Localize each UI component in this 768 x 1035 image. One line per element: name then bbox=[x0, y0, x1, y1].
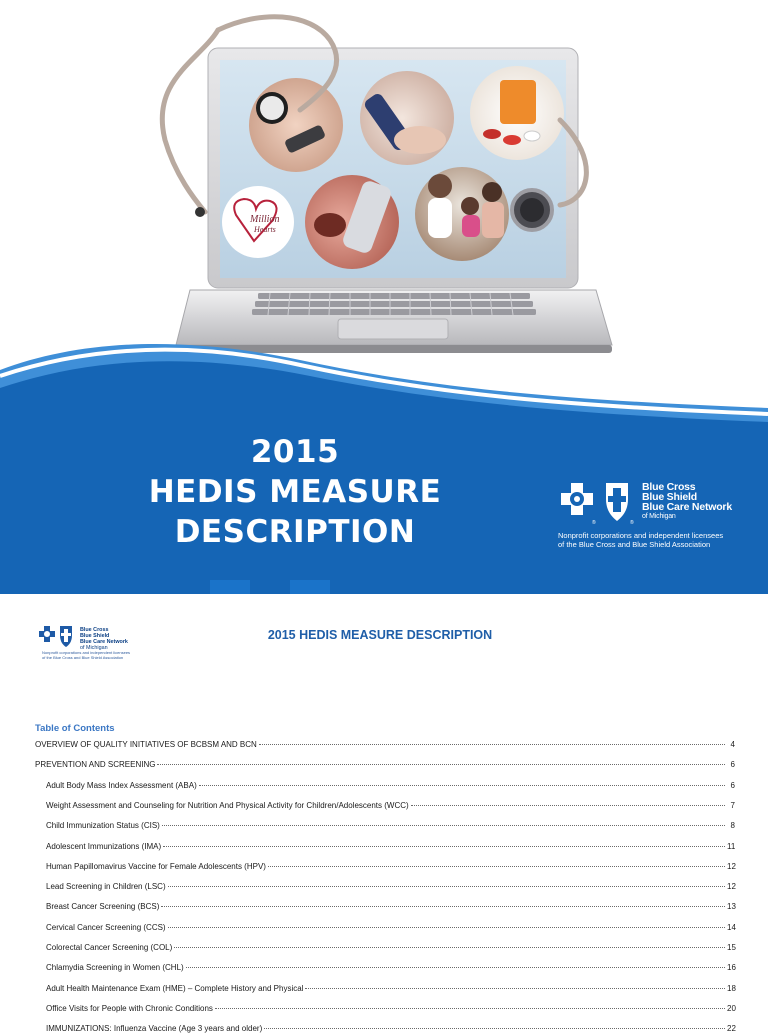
toc-entry-title: Adult Body Mass Index Assessment (ABA) bbox=[46, 780, 197, 790]
toc-heading: Table of Contents bbox=[35, 723, 115, 734]
toc-dot-leader bbox=[162, 825, 725, 826]
toc-dot-leader bbox=[163, 846, 725, 847]
glucose-test-tile bbox=[360, 71, 454, 165]
svg-text:®: ® bbox=[592, 520, 596, 526]
toc-entry[interactable] bbox=[35, 881, 735, 893]
toc-entry-page: 18 bbox=[727, 983, 736, 993]
toc-entry-page: 6 bbox=[730, 760, 735, 770]
logo-name-3: Blue Care Network bbox=[80, 639, 128, 645]
medication-tile bbox=[470, 66, 564, 160]
toc-dot-leader bbox=[264, 1028, 725, 1029]
pediatric-exam-tile bbox=[415, 167, 509, 261]
toc-entry[interactable] bbox=[35, 922, 735, 934]
toc-entry-page: 15 bbox=[727, 943, 736, 952]
toc-entry-title: IMMUNIZATIONS: Influenza Vaccine (Age 3 years and older) bbox=[46, 1024, 263, 1034]
toc-dot-leader bbox=[199, 785, 725, 786]
svg-text:®: ® bbox=[630, 520, 634, 526]
toc-entry-title: Chlamydia Screening in Women (CHL) bbox=[46, 963, 184, 973]
toc-dot-leader bbox=[168, 886, 725, 887]
toc-dot-leader bbox=[411, 805, 725, 806]
toc-entry-title: Child Immunization Status (CIS) bbox=[46, 821, 160, 831]
toc-entry[interactable] bbox=[35, 942, 735, 954]
toc-dot-leader bbox=[215, 1008, 725, 1009]
toc-entry-title: OVERVIEW OF QUALITY INITIATIVES OF BCBSM AND BCN bbox=[35, 740, 257, 749]
toc-entry[interactable] bbox=[35, 901, 735, 913]
toc-page bbox=[0, 594, 768, 1034]
toc-entry-page: 14 bbox=[727, 922, 736, 932]
toc-entry-title: Office Visits for People with Chronic Conditions bbox=[46, 1003, 213, 1013]
brand-sub: of Michigan bbox=[642, 513, 676, 520]
brand-name-3: Blue Care Network bbox=[642, 501, 732, 513]
toc-dot-leader bbox=[305, 988, 725, 989]
toc-dot-leader bbox=[268, 866, 725, 867]
toc-entry-page: 16 bbox=[727, 963, 736, 973]
toc-entry-page: 11 bbox=[727, 841, 736, 851]
toc-entry-page: 13 bbox=[727, 902, 736, 912]
toc-entry-title: Cervical Cancer Screening (CCS) bbox=[46, 922, 166, 932]
toc-entry-title: Breast Cancer Screening (BCS) bbox=[46, 902, 160, 912]
toc-dot-leader bbox=[157, 764, 725, 765]
brand-name-2: Blue Shield bbox=[642, 491, 697, 503]
logo-name-1: Blue Cross bbox=[80, 627, 109, 633]
blue-cross-shield-small-icon bbox=[38, 624, 78, 648]
logo-tagline-1: Nonprofit corporations and independent licensees bbox=[42, 650, 131, 655]
brand-name-1: Blue Cross bbox=[642, 481, 696, 493]
svg-text:Million: Million bbox=[250, 214, 280, 225]
toc-entry[interactable] bbox=[35, 780, 735, 792]
inhaler-tile bbox=[305, 175, 399, 269]
blood-pressure-tile bbox=[249, 78, 343, 172]
toc-dot-leader bbox=[259, 744, 725, 745]
toc-entry-page: 22 bbox=[727, 1024, 736, 1034]
toc-dot-leader bbox=[168, 927, 725, 928]
toc-entry-page: 8 bbox=[730, 821, 735, 831]
toc-dot-leader bbox=[174, 947, 725, 948]
toc-entry[interactable] bbox=[35, 800, 735, 812]
svg-text:Hearts: Hearts bbox=[254, 225, 276, 234]
brand-tagline-2: of the Blue Cross and Blue Shield Association bbox=[558, 540, 711, 549]
toc-entry[interactable] bbox=[35, 1003, 735, 1015]
toc-entry-title: Adolescent Immunizations (IMA) bbox=[46, 841, 162, 851]
toc-entry[interactable] bbox=[35, 820, 735, 832]
toc-entry[interactable] bbox=[35, 759, 735, 771]
million-hearts-tile bbox=[222, 186, 294, 258]
toc-entry-page: 12 bbox=[727, 882, 736, 892]
toc-entry-title: Colorectal Cancer Screening (COL) bbox=[46, 943, 173, 952]
brand-tagline-1: Nonprofit corporations and independent licensees bbox=[558, 531, 724, 540]
toc-entry[interactable] bbox=[35, 983, 735, 995]
cover-title-line-2: HEDIS MEASURE bbox=[148, 474, 442, 510]
toc-entry-title: Weight Assessment and Counseling for Nutrition And Physical Activity for Children/Adolescents (WCC) bbox=[46, 800, 409, 810]
logo-sub: of Michigan bbox=[80, 645, 108, 651]
toc-entry-title: Adult Health Maintenance Exam (HME) – Complete History and Physical bbox=[46, 983, 304, 993]
toc-entry-title: PREVENTION AND SCREENING bbox=[35, 760, 156, 770]
toc-entry-title: Lead Screening in Children (LSC) bbox=[46, 882, 166, 892]
toc-entry-page: 4 bbox=[730, 740, 735, 749]
toc-dot-leader bbox=[161, 906, 725, 907]
logo-tagline-2: of the Blue Cross and Blue Shield Association bbox=[42, 654, 124, 660]
blue-cross-shield-icon bbox=[558, 480, 638, 526]
cover-title bbox=[120, 432, 470, 552]
toc-entry-page: 20 bbox=[727, 1003, 736, 1013]
toc-entry[interactable] bbox=[35, 841, 735, 853]
cover-title-year: 2015 bbox=[250, 434, 340, 470]
toc-entry[interactable] bbox=[35, 962, 735, 974]
toc-entry-page: 12 bbox=[727, 861, 736, 871]
toc-dot-leader bbox=[186, 967, 725, 968]
toc-entry-title: Human Papillomavirus Vaccine for Female Adolescents (HPV) bbox=[46, 861, 266, 871]
cover-title-line-3: DESCRIPTION bbox=[174, 514, 416, 550]
toc-entry-page: 6 bbox=[730, 780, 735, 790]
bcbs-logo bbox=[558, 480, 768, 560]
toc-entry-page: 7 bbox=[730, 800, 735, 810]
toc-entry[interactable] bbox=[35, 861, 735, 873]
page-header-logo bbox=[38, 624, 158, 660]
toc-entry[interactable] bbox=[35, 1023, 735, 1035]
toc-entry[interactable] bbox=[35, 739, 735, 751]
logo-name-2: Blue Shield bbox=[80, 633, 110, 639]
page-header-title: 2015 HEDIS MEASURE DESCRIPTION bbox=[267, 628, 493, 642]
